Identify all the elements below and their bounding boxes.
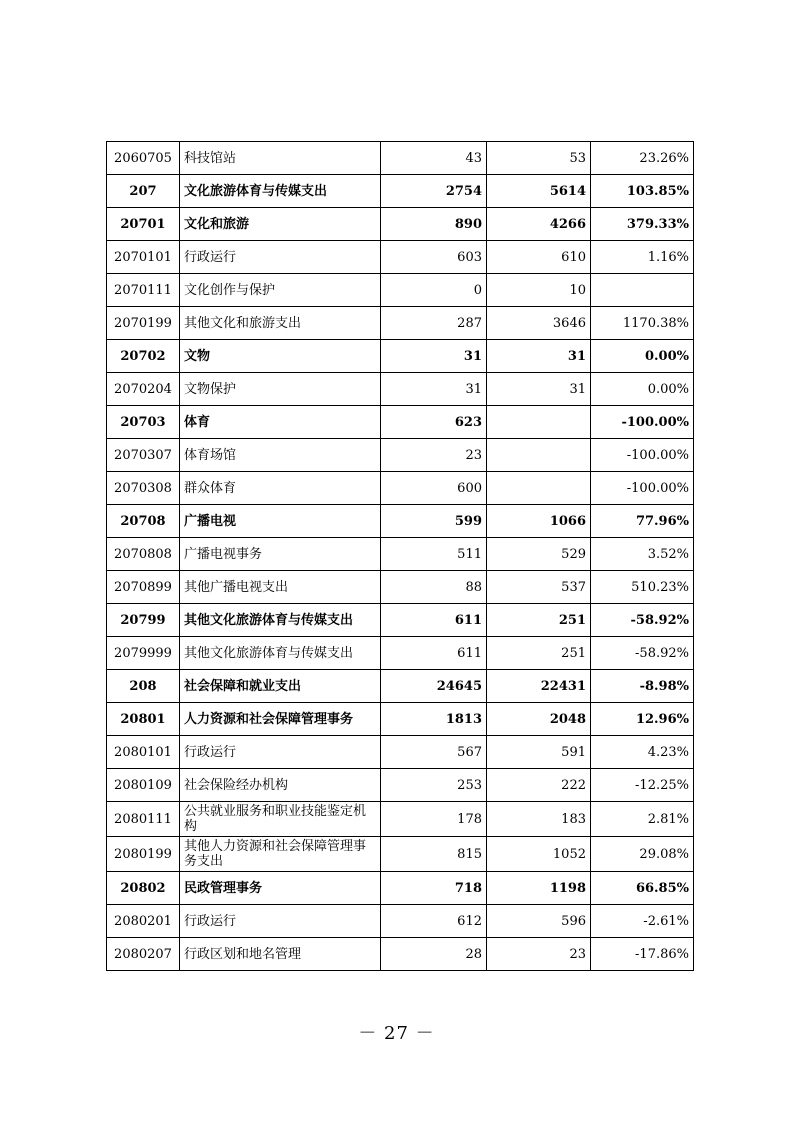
amount-current-cell: 53 (487, 142, 591, 175)
amount-prior-cell: 253 (381, 769, 487, 802)
table-row (107, 406, 694, 439)
amount-current-cell: 183 (487, 802, 591, 837)
amount-current-cell (487, 439, 591, 472)
change-percent-cell: 3.52% (591, 538, 694, 571)
subject-code-cell: 2080199 (107, 837, 180, 872)
change-percent-cell: 1170.38% (591, 307, 694, 340)
subject-name-cell: 科技馆站 (180, 142, 381, 175)
subject-code-cell: 2080201 (107, 905, 180, 938)
change-percent-cell: 4.23% (591, 736, 694, 769)
amount-current-cell (487, 472, 591, 505)
subject-name-cell: 其他人力资源和社会保障管理事务支出 (180, 837, 381, 872)
subject-code-cell: 2070899 (107, 571, 180, 604)
subject-name-cell: 文化和旅游 (180, 208, 381, 241)
amount-current-cell: 4266 (487, 208, 591, 241)
subject-name-cell: 社会保险经办机构 (180, 769, 381, 802)
budget-table-body (107, 142, 694, 971)
change-percent-cell: -58.92% (591, 637, 694, 670)
table-row (107, 373, 694, 406)
table-row (107, 736, 694, 769)
change-percent-cell: 1.16% (591, 241, 694, 274)
table-row (107, 142, 694, 175)
subject-code-cell: 2079999 (107, 637, 180, 670)
amount-current-cell: 3646 (487, 307, 591, 340)
amount-prior-cell: 178 (381, 802, 487, 837)
amount-current-cell: 31 (487, 373, 591, 406)
amount-prior-cell: 612 (381, 905, 487, 938)
amount-current-cell: 1198 (487, 872, 591, 905)
subject-code-cell: 2080109 (107, 769, 180, 802)
subject-code-cell: 2070308 (107, 472, 180, 505)
amount-prior-cell: 24645 (381, 670, 487, 703)
table-row (107, 175, 694, 208)
change-percent-cell: -17.86% (591, 938, 694, 971)
subject-name-cell: 行政运行 (180, 736, 381, 769)
subject-name-cell: 社会保障和就业支出 (180, 670, 381, 703)
change-percent-cell: 66.85% (591, 872, 694, 905)
subject-code-cell: 2070111 (107, 274, 180, 307)
change-percent-cell: -100.00% (591, 406, 694, 439)
amount-prior-cell: 600 (381, 472, 487, 505)
subject-code-cell: 2080101 (107, 736, 180, 769)
amount-current-cell: 529 (487, 538, 591, 571)
table-row (107, 472, 694, 505)
subject-name-cell: 行政运行 (180, 241, 381, 274)
change-percent-cell: 0.00% (591, 340, 694, 373)
amount-current-cell: 23 (487, 938, 591, 971)
table-row (107, 938, 694, 971)
table-row (107, 637, 694, 670)
subject-name-cell: 体育场馆 (180, 439, 381, 472)
change-percent-cell: -100.00% (591, 472, 694, 505)
amount-prior-cell: 43 (381, 142, 487, 175)
amount-prior-cell: 31 (381, 373, 487, 406)
amount-prior-cell: 1813 (381, 703, 487, 736)
subject-name-cell: 广播电视事务 (180, 538, 381, 571)
subject-code-cell: 2080111 (107, 802, 180, 837)
table-row (107, 670, 694, 703)
table-row (107, 571, 694, 604)
change-percent-cell: 29.08% (591, 837, 694, 872)
amount-current-cell: 251 (487, 637, 591, 670)
amount-prior-cell: 567 (381, 736, 487, 769)
subject-name-cell: 人力资源和社会保障管理事务 (180, 703, 381, 736)
table-row (107, 905, 694, 938)
amount-current-cell: 2048 (487, 703, 591, 736)
subject-code-cell: 207 (107, 175, 180, 208)
change-percent-cell: 0.00% (591, 373, 694, 406)
subject-code-cell: 20802 (107, 872, 180, 905)
table-row (107, 703, 694, 736)
change-percent-cell: 77.96% (591, 505, 694, 538)
subject-name-cell: 其他文化和旅游支出 (180, 307, 381, 340)
subject-code-cell: 2060705 (107, 142, 180, 175)
amount-prior-cell: 511 (381, 538, 487, 571)
amount-current-cell: 5614 (487, 175, 591, 208)
subject-name-cell: 群众体育 (180, 472, 381, 505)
table-row (107, 769, 694, 802)
amount-prior-cell: 603 (381, 241, 487, 274)
amount-current-cell: 596 (487, 905, 591, 938)
amount-prior-cell: 890 (381, 208, 487, 241)
table-row (107, 872, 694, 905)
change-percent-cell: 2.81% (591, 802, 694, 837)
amount-prior-cell: 0 (381, 274, 487, 307)
subject-name-cell: 文物 (180, 340, 381, 373)
subject-code-cell: 20708 (107, 505, 180, 538)
table-row (107, 439, 694, 472)
amount-prior-cell: 611 (381, 637, 487, 670)
table-row (107, 274, 694, 307)
subject-code-cell: 20799 (107, 604, 180, 637)
subject-name-cell: 文化旅游体育与传媒支出 (180, 175, 381, 208)
subject-name-cell: 广播电视 (180, 505, 381, 538)
amount-current-cell: 1066 (487, 505, 591, 538)
amount-current-cell: 10 (487, 274, 591, 307)
table-row (107, 208, 694, 241)
change-percent-cell: 12.96% (591, 703, 694, 736)
change-percent-cell: -8.98% (591, 670, 694, 703)
subject-code-cell: 20701 (107, 208, 180, 241)
subject-name-cell: 其他广播电视支出 (180, 571, 381, 604)
subject-name-cell: 其他文化旅游体育与传媒支出 (180, 637, 381, 670)
amount-current-cell: 22431 (487, 670, 591, 703)
subject-name-cell: 体育 (180, 406, 381, 439)
amount-prior-cell: 718 (381, 872, 487, 905)
subject-code-cell: 2070808 (107, 538, 180, 571)
subject-code-cell: 2080207 (107, 938, 180, 971)
table-row (107, 505, 694, 538)
table-row (107, 604, 694, 637)
amount-current-cell: 1052 (487, 837, 591, 872)
table-row (107, 241, 694, 274)
table-row (107, 802, 694, 837)
subject-name-cell: 文物保护 (180, 373, 381, 406)
change-percent-cell: 23.26% (591, 142, 694, 175)
page-number: － 27 － (358, 1023, 435, 1044)
subject-code-cell: 2070204 (107, 373, 180, 406)
table-row (107, 307, 694, 340)
amount-prior-cell: 28 (381, 938, 487, 971)
amount-current-cell: 251 (487, 604, 591, 637)
amount-prior-cell: 31 (381, 340, 487, 373)
subject-code-cell: 20801 (107, 703, 180, 736)
amount-current-cell (487, 406, 591, 439)
subject-code-cell: 2070101 (107, 241, 180, 274)
amount-current-cell: 222 (487, 769, 591, 802)
change-percent-cell: 510.23% (591, 571, 694, 604)
subject-code-cell: 2070199 (107, 307, 180, 340)
change-percent-cell: -58.92% (591, 604, 694, 637)
change-percent-cell: 379.33% (591, 208, 694, 241)
amount-current-cell: 537 (487, 571, 591, 604)
amount-prior-cell: 88 (381, 571, 487, 604)
subject-code-cell: 20703 (107, 406, 180, 439)
table-row (107, 340, 694, 373)
amount-prior-cell: 815 (381, 837, 487, 872)
amount-current-cell: 31 (487, 340, 591, 373)
change-percent-cell: 103.85% (591, 175, 694, 208)
amount-current-cell: 610 (487, 241, 591, 274)
subject-name-cell: 文化创作与保护 (180, 274, 381, 307)
change-percent-cell: -2.61% (591, 905, 694, 938)
subject-name-cell: 民政管理事务 (180, 872, 381, 905)
subject-code-cell: 20702 (107, 340, 180, 373)
subject-name-cell: 行政区划和地名管理 (180, 938, 381, 971)
amount-prior-cell: 23 (381, 439, 487, 472)
table-row (107, 538, 694, 571)
amount-prior-cell: 287 (381, 307, 487, 340)
subject-name-cell: 公共就业服务和职业技能鉴定机构 (180, 802, 381, 837)
subject-name-cell: 其他文化旅游体育与传媒支出 (180, 604, 381, 637)
amount-prior-cell: 2754 (381, 175, 487, 208)
subject-code-cell: 2070307 (107, 439, 180, 472)
amount-current-cell: 591 (487, 736, 591, 769)
subject-code-cell: 208 (107, 670, 180, 703)
amount-prior-cell: 623 (381, 406, 487, 439)
table-row (107, 837, 694, 872)
amount-prior-cell: 611 (381, 604, 487, 637)
amount-prior-cell: 599 (381, 505, 487, 538)
subject-name-cell: 行政运行 (180, 905, 381, 938)
budget-table (106, 141, 694, 971)
change-percent-cell (591, 274, 694, 307)
change-percent-cell: -12.25% (591, 769, 694, 802)
change-percent-cell: -100.00% (591, 439, 694, 472)
